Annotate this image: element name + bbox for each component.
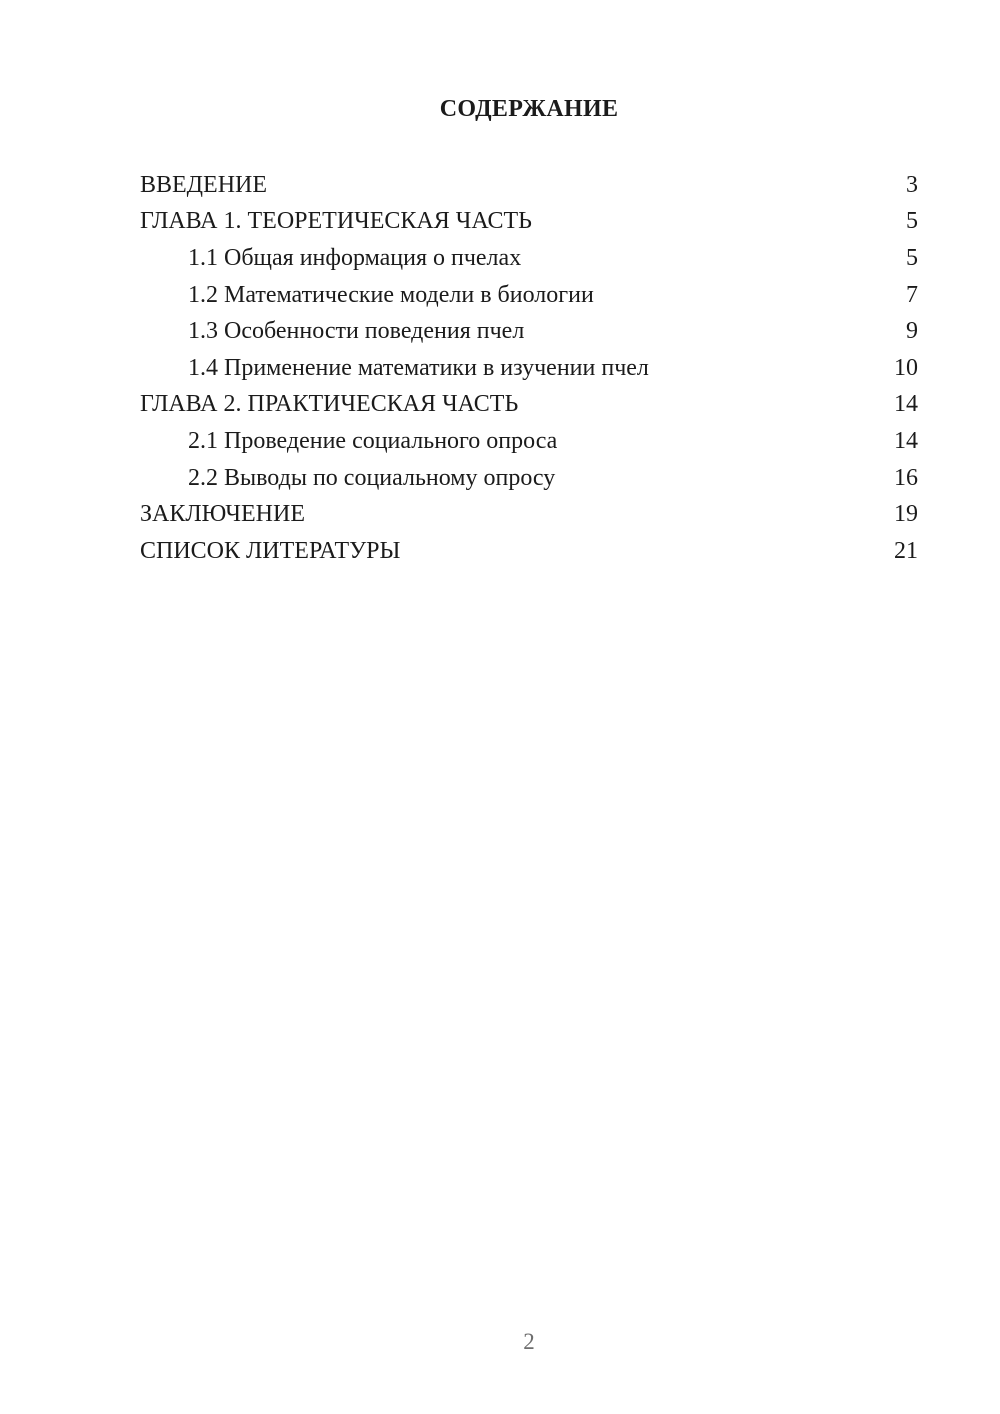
toc-entry xyxy=(140,313,918,350)
toc-entry xyxy=(140,350,918,387)
toc-entry xyxy=(140,496,918,533)
footer-page-number: 2 xyxy=(523,1329,535,1354)
toc-entry-page: 21 xyxy=(894,537,918,564)
toc-entry-title: 1.1 Общая информация о пчелах xyxy=(188,244,522,271)
toc-entry xyxy=(140,387,918,424)
toc-entry-title: ГЛАВА 1. ТЕОРЕТИЧЕСКАЯ ЧАСТЬ xyxy=(140,208,532,235)
toc-entry-title: 2.2 Выводы по социальному опросу xyxy=(188,464,556,491)
toc-entry xyxy=(140,533,918,570)
toc-entry-page: 10 xyxy=(894,354,918,381)
toc-entry-title: 1.4 Применение математики в изучении пчел xyxy=(188,354,649,381)
toc-entry-page: 5 xyxy=(906,208,918,235)
toc-list xyxy=(140,167,918,570)
toc-entry-page: 14 xyxy=(894,391,918,418)
toc-entry-title: 2.1 Проведение социального опроса xyxy=(188,427,558,454)
toc-entry-title: 1.3 Особенности поведения пчел xyxy=(188,318,525,345)
page-content xyxy=(140,96,918,570)
toc-entry-title: ВВЕДЕНИЕ xyxy=(140,171,268,198)
toc-entry-page: 14 xyxy=(894,427,918,454)
toc-entry-page: 5 xyxy=(906,244,918,271)
toc-entry-title: ГЛАВА 2. ПРАКТИЧЕСКАЯ ЧАСТЬ xyxy=(140,391,519,418)
toc-entry xyxy=(140,167,918,204)
toc-entry xyxy=(140,240,918,277)
toc-entry xyxy=(140,204,918,241)
toc-entry-title: 1.2 Математические модели в биологии xyxy=(188,281,594,308)
page-title: СОДЕРЖАНИЕ xyxy=(439,96,619,122)
toc-entry xyxy=(140,277,918,314)
toc-entry-page: 9 xyxy=(906,318,918,345)
toc-entry-page: 3 xyxy=(906,171,918,198)
toc-entry-title: ЗАКЛЮЧЕНИЕ xyxy=(140,501,305,528)
toc-entry-page: 7 xyxy=(906,281,918,308)
toc-entry-title: СПИСОК ЛИТЕРАТУРЫ xyxy=(140,537,401,564)
toc-entry xyxy=(140,423,918,460)
toc-entry xyxy=(140,460,918,497)
toc-entry-page: 19 xyxy=(894,501,918,528)
toc-entry-page: 16 xyxy=(894,464,918,491)
